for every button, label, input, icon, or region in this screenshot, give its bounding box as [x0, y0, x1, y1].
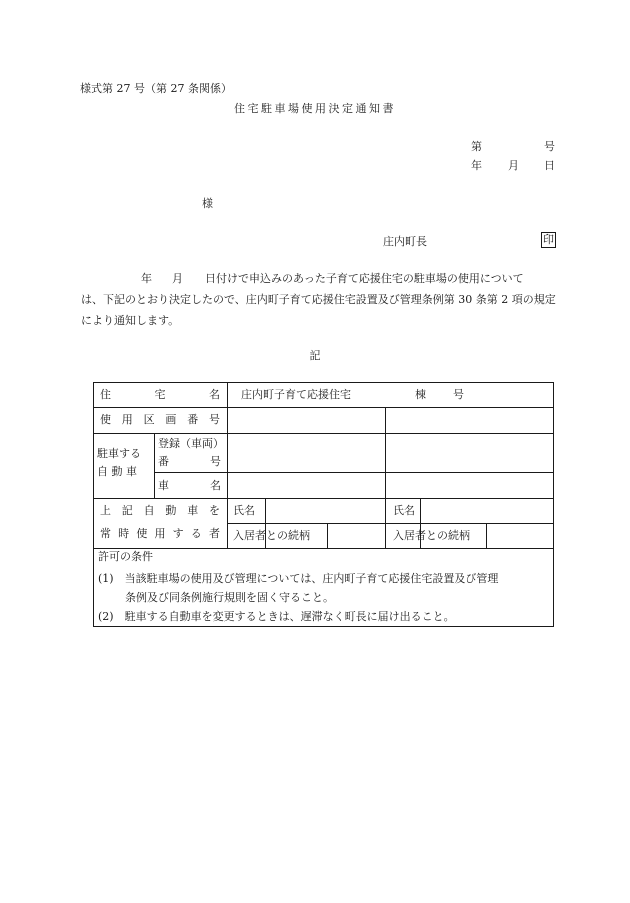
vehicle-group-label-2: 自 動 車 — [97, 465, 137, 478]
registration-label: 登録（車両） — [158, 437, 224, 450]
date-day-label: 日 — [544, 159, 555, 172]
residence-name-value: 庄内町子育て応援住宅 — [241, 388, 351, 401]
date-year-label: 年 — [471, 159, 482, 172]
parking-space-number-label: 使 用 区 画 番 号 — [100, 413, 220, 426]
seal-mark: 印 — [543, 233, 554, 246]
document-number-suffix: 号 — [544, 140, 555, 153]
document-title: 住宅駐車場使用決定通知書 — [234, 102, 396, 115]
body-month: 月 — [172, 272, 183, 285]
residence-name-label: 住 宅 名 — [100, 388, 220, 401]
condition-1: (1) 当該駐車場の使用及び管理については、庄内町子育て応援住宅設置及び管理 — [98, 572, 499, 585]
addressee-honorific: 様 — [202, 197, 213, 210]
registration-number-label: 番 号 — [158, 455, 221, 468]
condition-2: (2) 駐車する自動車を変更するときは、遅滞なく町長に届け出ること。 — [98, 610, 455, 623]
form-number: 様式第 27 号（第 27 条関係） — [80, 82, 232, 95]
relation-label-1: 入居者との続柄 — [233, 529, 310, 542]
unit-number-label: 号 — [453, 388, 464, 401]
body-line-1: 日付けで申込みのあった子育て応援住宅の駐車場の使用について — [205, 272, 524, 285]
condition-1-continued: 条例及び同条例施行規則を固く守ること。 — [125, 591, 334, 604]
conditions-title: 許可の条件 — [98, 550, 153, 563]
user-name-label-2: 氏名 — [393, 504, 415, 517]
building-label: 棟 — [415, 388, 426, 401]
relation-label-2: 入居者との続柄 — [393, 529, 470, 542]
regular-user-label-1: 上 記 自 動 車 を — [100, 504, 220, 517]
document-number-label: 第 — [471, 140, 482, 153]
regular-user-label-2: 常 時 使 用 す る 者 — [100, 527, 220, 540]
car-model-label: 車 名 — [158, 479, 221, 492]
user-name-label-1: 氏名 — [233, 504, 255, 517]
body-year: 年 — [141, 272, 152, 285]
notice-body — [81, 268, 556, 331]
date-month-label: 月 — [508, 159, 519, 172]
parking-permit-table — [93, 382, 554, 627]
vehicle-group-label-1: 駐車する — [97, 447, 141, 460]
body-line-rest: は、下記のとおり決定したので、庄内町子育て応援住宅設置及び管理条例第 30 条第 2 項の規定により通知します。 — [81, 293, 556, 327]
issuer-name: 庄内町長 — [383, 235, 427, 248]
ki-heading: 記 — [309, 349, 321, 362]
